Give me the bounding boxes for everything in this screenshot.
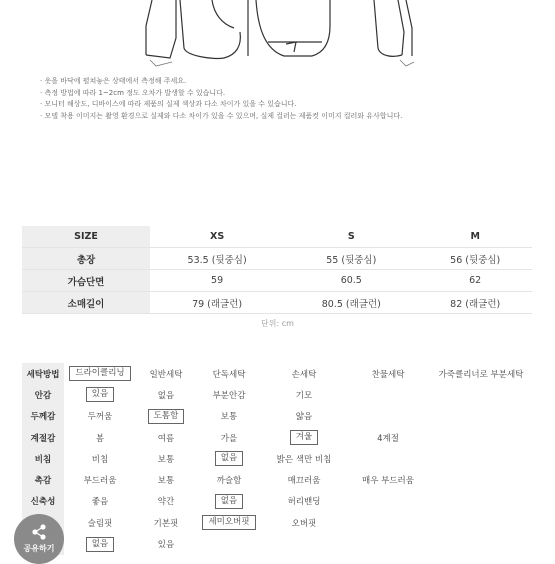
care-option: 약간 [157,497,175,508]
care-row-label: 안감 [22,384,64,405]
care-cell-empty [262,533,346,554]
care-cell [64,469,136,490]
care-option: 기본핏 [153,518,179,529]
care-option: 까슬함 [216,476,242,487]
care-option: 손세탁 [291,369,317,380]
care-option: 가을 [220,433,238,444]
measurement-notes [40,76,540,122]
unit-label: 단위: cm [261,319,294,328]
care-cell-empty [346,448,430,469]
care-cell-empty [430,406,532,427]
care-option: 봄 [95,433,105,444]
share-icon [31,524,47,540]
care-row-label: 비침 [22,448,64,469]
care-cell [64,491,136,512]
care-option-selected: 있음 [86,387,114,402]
care-option-selected: 겨울 [290,430,318,445]
care-cell-empty [196,533,262,554]
care-cell-empty [430,427,532,448]
row-label: 총장 [22,248,150,270]
table-cell: 82 (래글런) [418,292,532,314]
care-option: 없음 [157,390,175,401]
care-row-label: 두께감 [22,406,64,427]
care-option: 부분안감 [212,390,246,401]
care-option: 일반세탁 [149,369,183,380]
table-row [22,292,532,314]
note-line: · 측정 방법에 따라 1~2cm 정도 오차가 발생할 수 있습니다. [40,88,226,97]
care-option: 매끄러움 [287,476,321,487]
note-line: · 모니터 해상도, 디바이스에 따라 제품의 실제 색상과 다소 차이가 있을 수 있습니다. [40,100,297,108]
care-option: 단독세탁 [212,369,246,380]
care-cell [64,363,136,384]
care-cell-empty [430,469,532,490]
care-cell [262,469,346,490]
care-option: 매우 부드러움 [362,476,414,487]
care-option: 얇음 [295,412,313,423]
care-cell [64,448,136,469]
care-option-selected: 도톰함 [148,409,185,424]
care-option: 밝은 색만 비침 [276,454,332,465]
care-option: 있음 [157,540,175,551]
table-cell: 59 [150,270,284,292]
care-cell [262,491,346,512]
care-option: 비침 [91,454,109,465]
care-option: 오버핏 [291,518,317,529]
table-cell: 62 [418,270,532,292]
care-option: 찬물세탁 [371,369,405,380]
care-row [22,427,532,448]
care-cell [136,491,196,512]
note-line: · 옷을 바닥에 펼쳐놓은 상태에서 측정해 주세요. [40,77,187,85]
care-cell [262,363,346,384]
care-cell [136,533,196,554]
care-row-label: 계절감 [22,427,64,448]
care-row-label: 촉감 [22,469,64,490]
note-line: · 모델 착용 이미지는 촬영 환경으로 실제와 다소 차이가 있을 수 있으며, 실제 컬러는 제품컷 이미지 컬러와 유사합니다. [40,111,403,120]
care-row [22,363,532,384]
table-row [22,270,532,292]
care-cell-empty [346,491,430,512]
care-cell-empty [430,533,532,554]
care-cell-empty [346,533,430,554]
care-option: 부드러움 [83,476,117,487]
care-cell [136,427,196,448]
care-cell [196,512,262,533]
care-cell [196,448,262,469]
care-cell [196,491,262,512]
care-cell [346,469,430,490]
care-cell [196,427,262,448]
care-row [22,533,532,554]
size-header-cell: M [418,226,532,248]
size-header-cell: S [284,226,418,248]
jacket-sketch [0,0,555,70]
care-option-selected: 없음 [215,494,243,509]
care-cell [196,384,262,405]
care-cell [64,533,136,554]
table-cell: 79 (래글런) [150,292,284,314]
care-option: 여름 [157,433,175,444]
care-info-table [22,363,532,555]
care-cell [430,363,532,384]
care-option: 두꺼움 [87,412,113,423]
care-option: 좋음 [91,497,109,508]
care-cell-empty [346,384,430,405]
care-cell [136,363,196,384]
care-cell [136,384,196,405]
care-cell [136,448,196,469]
size-header-cell: XS [150,226,284,248]
care-option: 보통 [220,412,238,423]
care-cell [64,406,136,427]
care-cell [262,448,346,469]
care-cell-empty [430,491,532,512]
care-cell [262,384,346,405]
size-table [22,226,532,314]
care-option: 보통 [157,476,175,487]
size-header-row [22,226,532,248]
table-row [22,248,532,270]
table-cell: 53.5 (뒷중심) [150,248,284,270]
table-cell: 60.5 [284,270,418,292]
care-option-selected: 세미오버핏 [202,515,255,530]
care-cell [64,427,136,448]
care-cell [64,384,136,405]
row-label: 가슴단면 [22,270,150,292]
care-cell [64,512,136,533]
care-option: 허리밴딩 [287,497,321,508]
care-option: 가죽클리너로 부분세탁 [438,369,524,380]
care-cell-empty [346,512,430,533]
care-row [22,512,532,533]
care-row-label: 세탁방법 [22,363,64,384]
care-cell [136,512,196,533]
care-row [22,469,532,490]
care-option-selected: 드라이클리닝 [69,366,130,381]
care-cell [262,406,346,427]
table-cell: 80.5 (래글런) [284,292,418,314]
care-cell-empty [430,448,532,469]
care-option-selected: 없음 [215,451,243,466]
care-cell [196,406,262,427]
care-row [22,491,532,512]
care-option: 4계절 [377,433,399,444]
care-cell [196,363,262,384]
care-cell [346,363,430,384]
care-cell [346,427,430,448]
row-label: 소매길이 [22,292,150,314]
care-option: 기모 [295,390,313,401]
care-option: 보통 [157,454,175,465]
care-option: 슬림핏 [87,518,113,529]
care-row-label: 신축성 [22,491,64,512]
care-cell [262,512,346,533]
table-cell: 55 (뒷중심) [284,248,418,270]
care-row [22,406,532,427]
care-option-selected: 없음 [86,537,114,552]
share-label: 공유하기 [23,544,55,553]
care-cell [136,469,196,490]
care-cell [196,469,262,490]
care-cell-empty [346,406,430,427]
care-row [22,384,532,405]
care-cell-empty [430,384,532,405]
care-row [22,448,532,469]
table-cell: 56 (뒷중심) [418,248,532,270]
care-cell-empty [430,512,532,533]
care-cell [136,406,196,427]
care-cell [262,427,346,448]
size-header-label: SIZE [22,226,150,248]
share-fab-button[interactable] [14,514,64,564]
